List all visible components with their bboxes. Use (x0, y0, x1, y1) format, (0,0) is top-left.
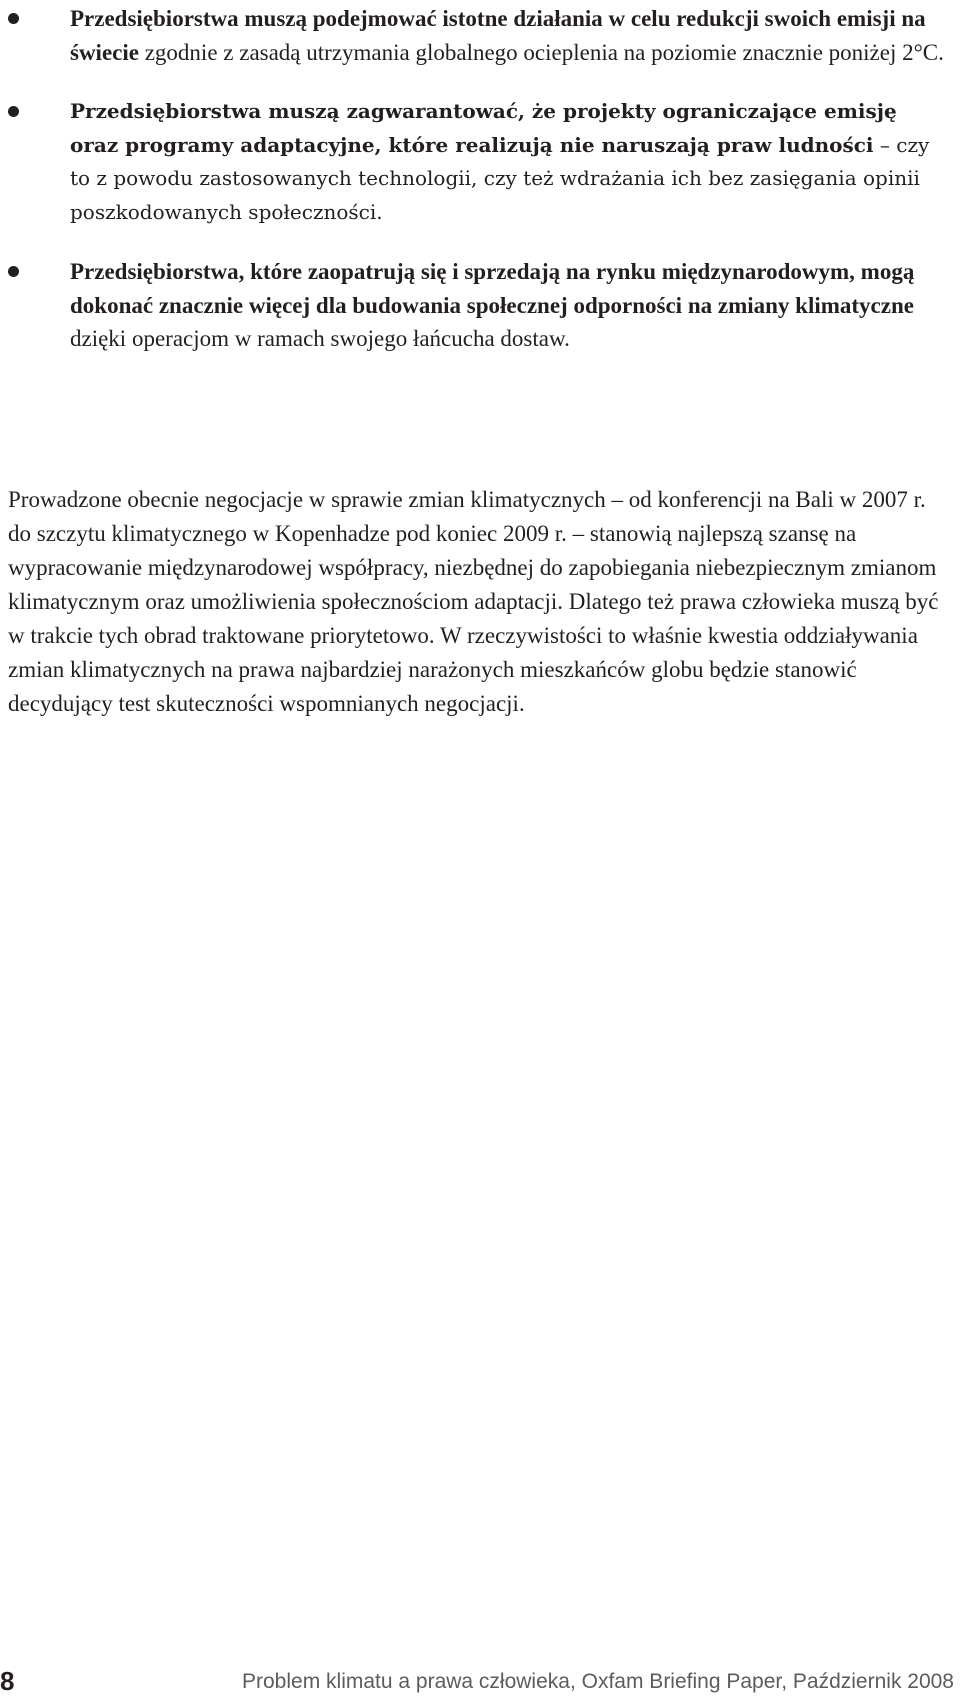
footer-citation: Problem klimatu a prawa człowieka, Oxfam Briefing Paper, Październik 2008 (242, 1670, 954, 1693)
bullet-icon (8, 266, 19, 277)
bullet-icon (8, 13, 19, 24)
bullet-bold-text: Przedsiębiorstwa muszą podejmować istotne działania w celu redukcji swoich emisji na świecie (70, 6, 926, 65)
bullet-bold-text: Przedsiębiorstwa muszą zagwarantować, że projekty ograniczające emisję oraz programy adaptacyjne, które realizują nie naruszają praw ludności (70, 99, 897, 157)
bullet-item (8, 255, 948, 356)
bullet-icon (8, 106, 19, 117)
bullet-regular-text: dzięki operacjom w ramach swojego łańcucha dostaw. (70, 326, 570, 351)
body-paragraph: Prowadzone obecnie negocjacje w sprawie zmian klimatycznych – od konferencji na Bali w 2007 r. do szczytu klimatycznego w Kopenhadze pod koniec 2009 r. – stanowią najlepszą szansę na wypracowanie międzynarodowej współpracy, niezbędnej do zapobiegania niebezpiecznym zmianom klimatycznym oraz umożliwienia społecznościom adaptacji. Dlatego też prawa człowieka muszą być w trakcie tych obrad traktowane priorytetowo. W rzeczywistości to właśnie kwestia oddziaływania zmian klimatycznych na prawa najbardziej narażonych mieszkańców globu będzie stanowić decydujący test skuteczności wspomnianych negocjacji. (8, 487, 939, 716)
bullet-list (8, 2, 948, 382)
bullet-bold-text: Przedsiębiorstwa, które zaopatrują się i sprzedają na rynku międzynarodowym, mogą dokonać znacznie więcej dla budowania społecznej odporności na zmiany klimatyczne (70, 259, 915, 318)
bullet-item (8, 95, 948, 229)
page-footer (0, 1666, 960, 1696)
page-number: 8 (0, 1666, 15, 1696)
bullet-item (8, 2, 948, 69)
bullet-regular-text: zgodnie z zasadą utrzymania globalnego ocieplenia na poziomie znacznie poniżej 2°C. (138, 39, 944, 65)
bullet-regular-text: – czy to z powodu zastosowanych technologii, czy też wdrażania ich bez zasięgania opinii poszkodowanych społeczności. (70, 132, 930, 224)
